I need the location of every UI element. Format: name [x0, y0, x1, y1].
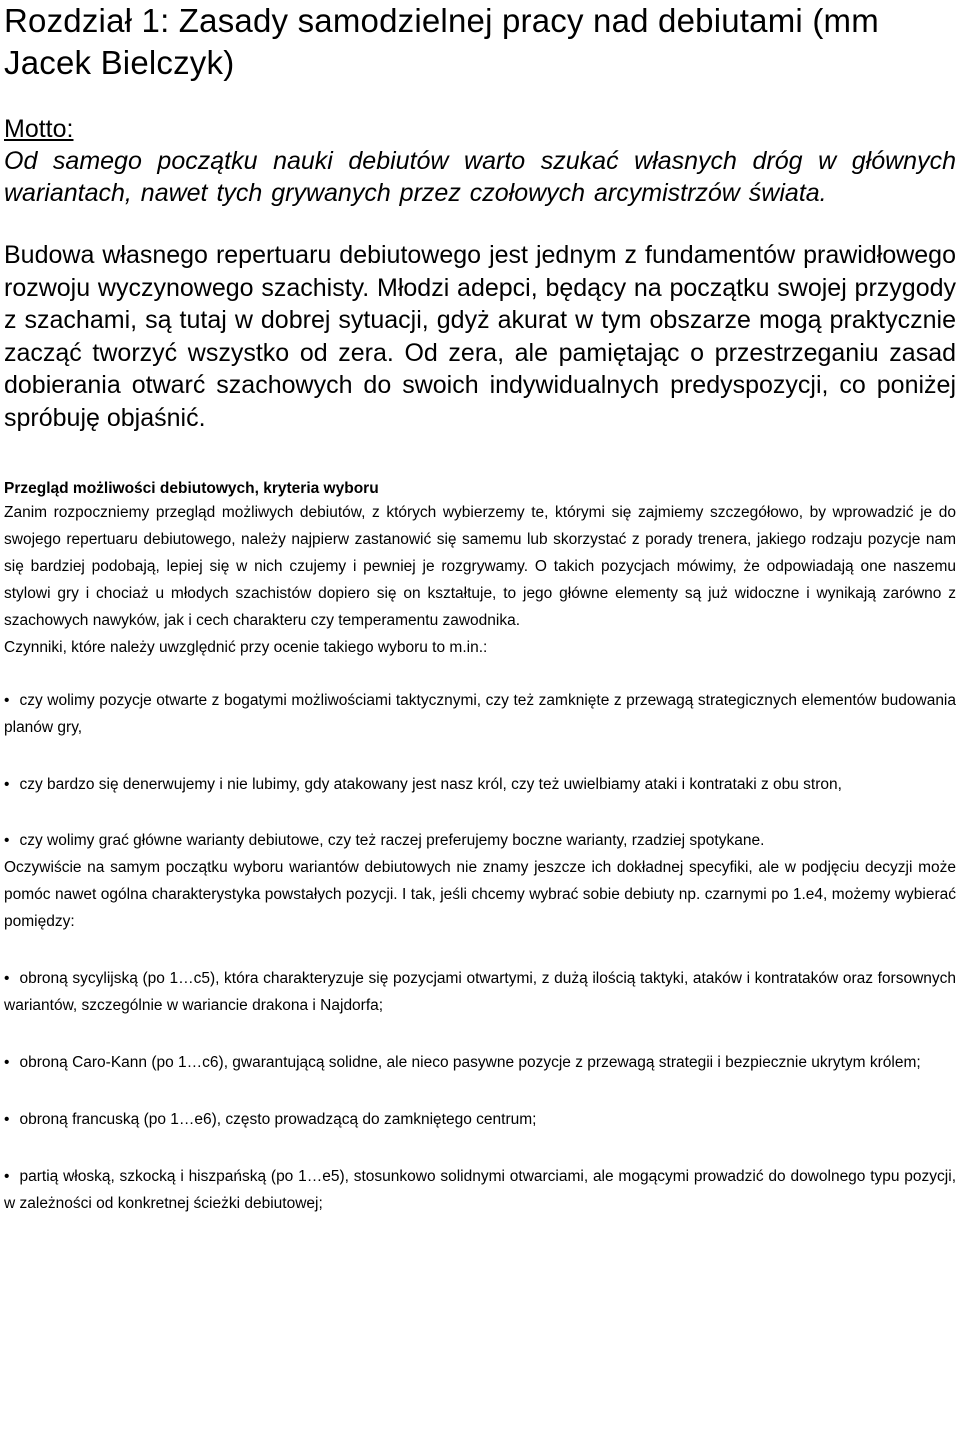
list-item [4, 1106, 956, 1133]
list-item [4, 1163, 956, 1217]
intro-paragraph: Budowa własnego repertuaru debiutowego jest jednym z fundamentów prawidłowego rozwoju wyczynowego szachisty. Młodzi adepci, będący na początku swojej przygody z szachami, są tutaj w dobrej sytuacji, gdyż akurat w tym obszarze mogą praktycznie zacząć tworzyć wszystko od zera. Od zera, ale pamiętając o przestrzeganiu zasad dobierania otwarć szachowych do swoich indywidualnych predyspozycji, co poniżej spróbuję objaśnić. [4, 241, 956, 432]
list-item [4, 771, 956, 798]
bullet-icon: • [4, 969, 10, 987]
section-heading: Przegląd możliwości debiutowych, kryteria wyboru [4, 479, 379, 497]
document-page [4, 0, 956, 1217]
list-item-text: obroną francuską (po 1…e6), często prowadzącą do zamkniętego centrum; [19, 1110, 537, 1128]
motto-label: Motto: [4, 115, 74, 143]
bullet-icon: • [4, 691, 10, 709]
list-item-text: partią włoską, szkocką i hiszpańską (po 1…e5), stosunkowo solidnymi otwarciami, ale mogącymi prowadzić do dowolnego typu pozycji, w zależności od konkretnej ścieżki debiutowej; [4, 1167, 956, 1212]
bullet-icon: • [4, 775, 10, 793]
list-item-text: obroną sycylijską (po 1…c5), która charakteryzuje się pozycjami otwartymi, z dużą ilością taktyki, ataków i kontrataków oraz forsownych wariantów, szczególnie w wariancie drakona i Najdorfa; [4, 969, 956, 1014]
list-item [4, 687, 956, 741]
paragraph-selection-intro: Zanim rozpoczniemy przegląd możliwych debiutów, z których wybierzemy te, którymi się zajmiemy szczegółowo, by wprowadzić je do swojego repertuaru debiutowego, należy najpierw zastanowić się samemu lub skorzystać z porady trenera, jakiego rodzaju pozycje nam się bardziej podobają, lepiej się w nich czujemy i pewniej je rozgrywamy. O takich pozycjach mówimy, że odpowiadają one naszemu stylowi gry i chociaż u młodych szachistów dopiero się on kształtuje, to jego główne elementy są już widoczne i wynikają zarówno z szachowych nawyków, jak i cech charakteru czy temperamentu zawodnika. [4, 503, 956, 629]
list-item-text: czy wolimy grać główne warianty debiutowe, czy też raczej preferujemy boczne warianty, rzadziej spotykane. [19, 831, 765, 849]
chapter-title: Rozdział 1: Zasady samodzielnej pracy nad debiutami (mm Jacek Bielczyk) [4, 2, 879, 81]
list-item-text: czy bardzo się denerwujemy i nie lubimy, gdy atakowany jest nasz król, czy też uwielbiamy ataki i kontrataki z obu stron, [19, 775, 842, 793]
bullet-icon: • [4, 831, 10, 849]
paragraph-openings-lead: Oczywiście na samym początku wyboru wariantów debiutowych nie znamy jeszcze ich dokładnej specyfiki, ale w podjęciu decyzji może pomóc nawet ogólna charakterystyka powstałych pozycji. I tak, jeśli chcemy wybrać sobie debiuty np. czarnymi po 1.e4, możemy wybierać pomiędzy: [4, 858, 956, 930]
list-item-text: obroną Caro-Kann (po 1…c6), gwarantującą solidne, ale nieco pasywne pozycje z przewagą strategii i bezpiecznie ukrytym królem; [19, 1053, 921, 1071]
bullet-icon: • [4, 1053, 10, 1071]
motto-text: Od samego początku nauki debiutów warto szukać własnych dróg w głównych wariantach, nawet tych grywanych przez czołowych arcymistrzów świata. [4, 147, 956, 207]
list-item [4, 827, 956, 854]
bullet-icon: • [4, 1167, 10, 1185]
list-item [4, 965, 956, 1019]
bullet-icon: • [4, 1110, 10, 1128]
list-item-text: czy wolimy pozycje otwarte z bogatymi możliwościami taktycznymi, czy też zamknięte z przewagą strategicznych elementów budowania planów gry, [4, 691, 956, 736]
list-item [4, 1049, 956, 1076]
paragraph-criteria-lead: Czynniki, które należy uwzględnić przy ocenie takiego wyboru to m.in.: [4, 638, 488, 656]
